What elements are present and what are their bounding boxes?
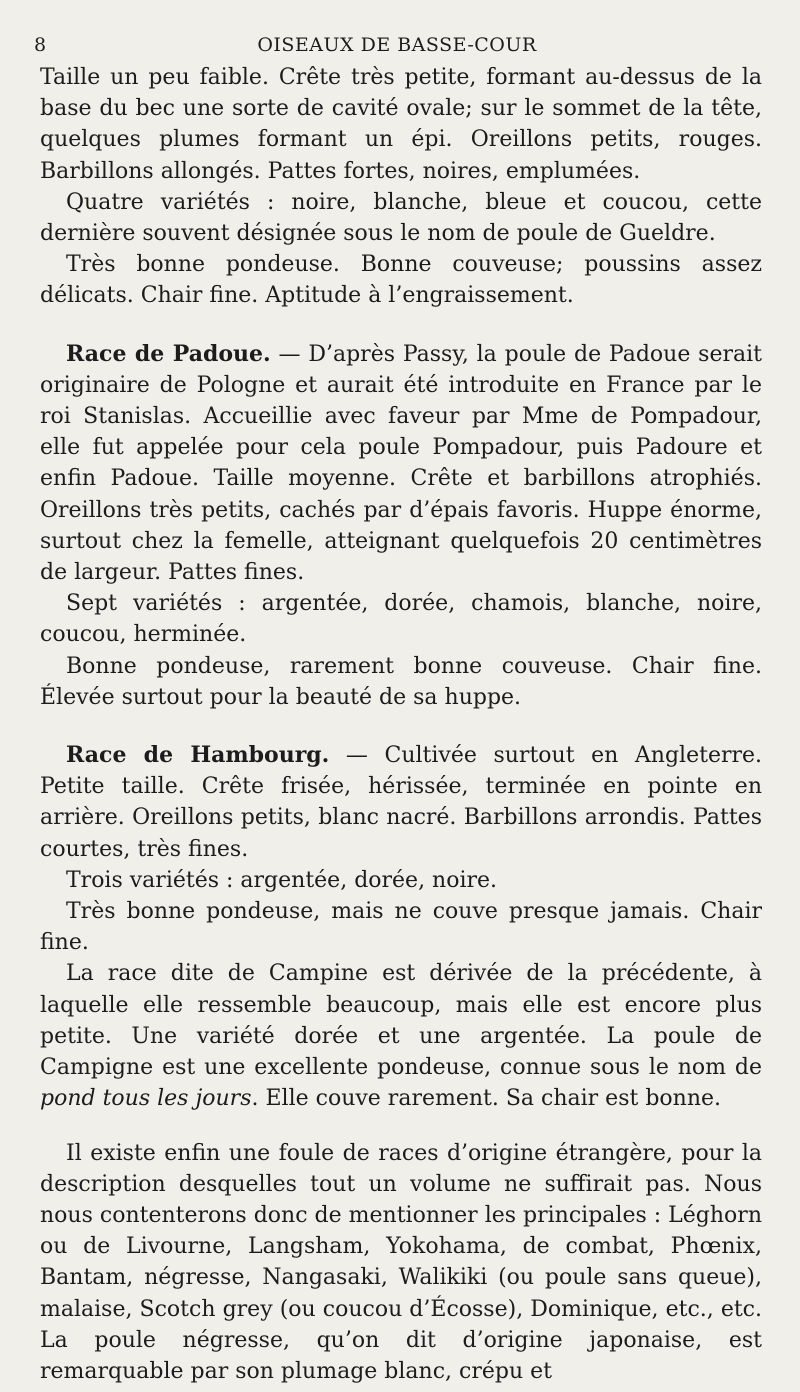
paragraph-text: — Cultivée surtout en Angleterre. Petite taille. Crête frisée, hérissée, terminée en pointe en arrière. Oreillons petits, blanc nacré. Barbillons arrondis. Pattes courtes, très fines. <box>40 743 763 862</box>
paragraph-text: Très bonne pondeuse. Bonne couveuse; poussins assez délicats. Chair fine. Aptitude à l’engraissement. <box>40 252 762 309</box>
paragraph-text: Trois variétés : argentée, dorée, noire. <box>66 867 498 893</box>
paragraph-5 <box>40 588 762 650</box>
section-heading-hambourg: Race de Hambourg. <box>66 742 330 769</box>
paragraph-races-etrangeres <box>40 1138 762 1388</box>
paragraph-9 <box>40 896 762 958</box>
paragraph-text: Quatre variétés : noire, blanche, bleue et coucou, cette dernière souvent désignée sous le nom de poule de Gueldre. <box>40 189 762 247</box>
paragraph-text: Très bonne pondeuse, mais ne couve presque jamais. Chair fine. <box>40 899 762 956</box>
paragraph-hambourg <box>40 740 762 865</box>
paragraph-1 <box>40 62 762 187</box>
section-heading-padoue: Race de Padoue. <box>66 340 271 367</box>
paragraph-campine <box>40 958 762 1114</box>
paragraph-text: Bonne pondeuse, rarement bonne couveuse. Chair fine. Élevée surtout pour la beauté de sa huppe. <box>40 653 762 710</box>
running-title: OISEAUX DE BASSE-COUR <box>257 34 537 56</box>
paragraph-text: . Elle couve rarement. Sa chair est bonne. <box>251 1086 722 1112</box>
paragraph-text: Il existe enfin une foule de races d’origine étrangère, pour la description desquelles tout un volume ne suffirait pas. Nous nous contenterons donc de mentionner les principales : Léghorn ou de Livourne, Langsham, Yokohama, de combat, Phœnix, Bantam, négresse, Nangasaki, Walikiki (ou poule sans queue), malaise, Scotch grey (ou coucou d’Écosse), Dominique, etc., etc. La poule négresse, qu’on dit d’origine japonaise, est remarquable par son plumage blanc, crépu et <box>40 1140 762 1384</box>
paragraph-text: La race dite de Campine est dérivée de la précédente, à laquelle elle ressemble beaucoup, mais elle est encore plus petite. Une variété dorée et une argentée. La poule de Campigne est une excellente pondeuse, connue sous le nom de <box>40 961 762 1081</box>
italic-phrase: pond tous les jours <box>40 1086 252 1112</box>
paragraph-3 <box>40 249 762 311</box>
paragraph-6 <box>40 651 762 713</box>
page-body <box>40 62 762 1387</box>
paragraph-text: — D’après Passy, la poule de Padoue serait originaire de Pologne et aurait été introduite en France par le roi Stanislas. Accueillie avec faveur par Mme de Pompadour, elle fut appelée pour cela poule Pompadour, puis Padoure et enfin Padoue. Taille moyenne. Crête et barbillons atrophiés. Oreillons très petits, cachés par d’épais favoris. Huppe énorme, surtout chez la femelle, atteignant quelquefois 20 centimètres de largeur. Pattes fines. <box>40 341 762 586</box>
running-header <box>34 34 760 60</box>
paragraph-2 <box>40 187 762 249</box>
paragraph-8 <box>40 865 762 896</box>
page-number: 8 <box>34 34 47 56</box>
paragraph-text: Taille un peu faible. Crête très petite, formant au-dessus de la base du bec une sorte de cavité ovale; sur le sommet de la tête, quelques plumes formant un épi. Oreillons petits, rouges. Barbillons allongés. Pattes fortes, noires, emplumées. <box>40 65 762 184</box>
paragraph-padoue <box>40 339 762 589</box>
paragraph-text: Sept variétés : argentée, dorée, chamois, blanche, noire, coucou, herminée. <box>40 591 762 648</box>
